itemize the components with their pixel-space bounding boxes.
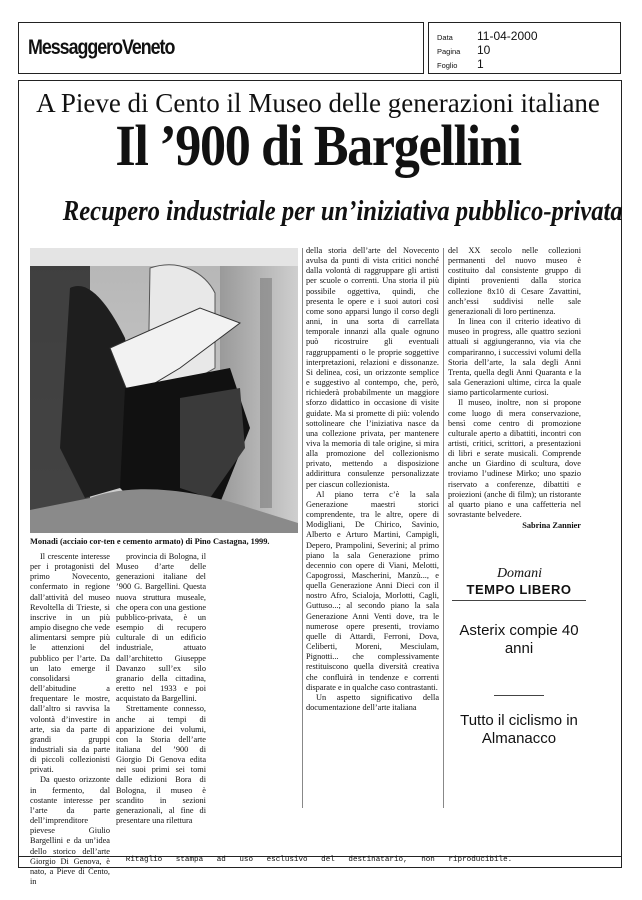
photo-caption: Monadi (acciaio cor-ten e cemento armato) di Pino Castagna, 1999.: [30, 537, 270, 546]
column-divider: [443, 248, 444, 808]
sculpture-image: [30, 248, 298, 533]
page-label: Pagina: [437, 47, 461, 56]
paragraph: del XX secolo nelle collezioni permanenti del nuovo museo è costituito dal consistente gruppo di dipinti provenienti dalla storica collezione 8x10 di Cesare Zavattini, anch’essi suddivisi nelle sale generazionali di loro pertinenza.: [448, 246, 581, 316]
teaser-ciclismo: Tutto il ciclismo in Almanacco: [460, 712, 578, 747]
section-title: TEMPO LIBERO: [466, 582, 572, 597]
article-column-1: [30, 552, 110, 887]
author-signature: Sabrina Zannier: [522, 521, 581, 531]
paragraph: Da questo orizzonte in fermento, dal costante interesse per l’arte da parte dell’imprenditore pievese Giulio Bargellini e da un’idea dello storico dell’arte Giorgio Di Genova, è nato, a Pieve di Cento, in: [30, 775, 110, 886]
date-value: 11-04-2000: [477, 29, 538, 43]
paragraph: Al piano terra c’è la sala Generazione maestri storici comprendente, tra le altre, opere di Modigliani, De Chirico, Savinio, Alberto e Arturo Martini, Campigli, Depero, Prampolini, Severini; al primo piano la sala Generazione primo decennio con opere di Viani, Melotti, Capogrossi, Mascherini, Manzù..., e quella Generazione Anni Dieci con il nostro Afro, Scialoja, Morlotti, Cagli, Guttuso...; al secondo piano la sala Generazione Anni Venti dove, tra le numerose opere presenti, troviamo quelle di Attardi, Ferroni, Dova, Celiberti, Moreni, Mesciulam, Pignotti... che complessivamente restituiscono quella diversità creativa che confluirà in tendenze e correnti disparate e in qualche caso contrastanti.: [306, 489, 439, 692]
article-headline: Il ’900 di Bargellini: [115, 113, 521, 178]
newspaper-logo: MessaggeroVeneto: [28, 36, 175, 59]
domani-label: Domani: [496, 566, 543, 581]
article-kicker: A Pieve di Cento il Museo delle generazioni italiane: [36, 88, 600, 118]
paragraph: Il crescente interesse per i protagonisti del primo Novecento, confermato in regione dall’attività del museo Revoltella di Trieste, si inscrive in un più ampio disegno che vede alimentarsi sempre più le attenzioni del pubblico per l’arte. Da un lato emerge il consolidarsi dell’abitudine a frequentare le mostre, dall’altro si ravvisa la volontà d’investire in arte, sia da parte di grandi gruppi industriali sia da parte di piccoli collezionisti privati.: [30, 552, 110, 775]
sculpture-photo: [30, 248, 298, 533]
article-column-4: [448, 246, 581, 531]
paragraph: Strettamente connesso, anche ai tempi di apparizione dei volumi, con la Storia dell’arte italiana del ’900 di Giorgio Di Genova edita nei suoi primi sei tomi dalle edizioni Bora di Bologna, il museo è scandito in sezioni generazionali, al fine di presentare una rilettura: [116, 704, 206, 826]
paragraph: Il museo, inoltre, non si propone come luogo di mera conservazione, bensì come centro di promozione culturale aperto a dibattiti, incontri con artisti, critici, scrittori, a presentazioni di libri e serate musicali. Comprende anche un Giardino di scultura, dove troviamo l’udinese Mirko; uno spazio riservato a conferenze, dibattiti e proiezioni (anche di film); un ristorante al quarto piano e una caffetteria nel sovrastante belvedere.: [448, 398, 581, 520]
sheet-value: 1: [477, 57, 484, 71]
teaser-asterix: Asterix compie 40 anni: [459, 622, 579, 657]
date-label: Data: [437, 33, 453, 42]
clipping-meta-box: [428, 22, 621, 74]
paragraph: della storia dell’arte del Novecento avulsa da punti di vista critici nonché dalla volontà di raggruppare gli artisti per scuole o correnti. Una storia il più possibile oggettiva, quindi, che presenta le opere e i suoi autori così come sono apparsi lungo il corso degli anni, in una sorta di carrellata temporale innanzi alla quale ognuno può ricostruire gli eventuali raggruppamenti o le proprie soggettive interpretazioni, relazioni e dissonanze. Si delinea, così, un orizzonte semplice e suggestivo al contempo, che, però, richiederà probabilmente un maggiore sforzo didattico in occasione di visite guidate. Ma si promette di più: volendo sottolineare che l’iniziativa nasce da una collezione privata, per mantenere viva la memoria di tale origine, si mira alla promozione del collezionismo privato, mettendo a disposizione addirittura consulenze personalizzate per ciascun collezionista.: [306, 246, 439, 489]
article-column-2: [116, 552, 206, 826]
teaser-divider: [494, 695, 544, 696]
paragraph: In linea con il criterio ideativo di museo in progress, alle quattro sezioni attuali si aggiungeranno, via via che compariranno, i successivi volumi della Storia dell’arte, la sala degli Anni Trenta, quella degli Anni Quaranta e la sala Generazioni ultime, circa la quale siamo particolarmente curiosi.: [448, 317, 581, 398]
paragraph: Un aspetto significativo della documentazione dell’arte italiana: [306, 692, 439, 713]
clipping-disclaimer: Ritaglio stampa ad uso esclusivo del destinatario, non riproducibile.: [125, 856, 513, 864]
article-column-3: [306, 246, 439, 713]
column-divider: [302, 248, 303, 808]
section-rule: [452, 600, 586, 601]
sheet-label: Foglio: [437, 61, 458, 70]
article-subhead: Recupero industriale per un’iniziativa pubblico-privata: [62, 196, 623, 227]
page-value: 10: [477, 43, 491, 57]
paragraph: provincia di Bologna, il Museo d’arte delle generazioni italiane del ’900 G. Bargellini. Questa nuova struttura museale, che opera con una gestione pubblico-privata, è un esempio di recupero culturale di un edificio industriale, attuato dall’architetto Giuseppe Davanzo sull’ex silo granario della cittadina, eretto nel 1933 e poi acquistato da Bargellini.: [116, 552, 206, 704]
